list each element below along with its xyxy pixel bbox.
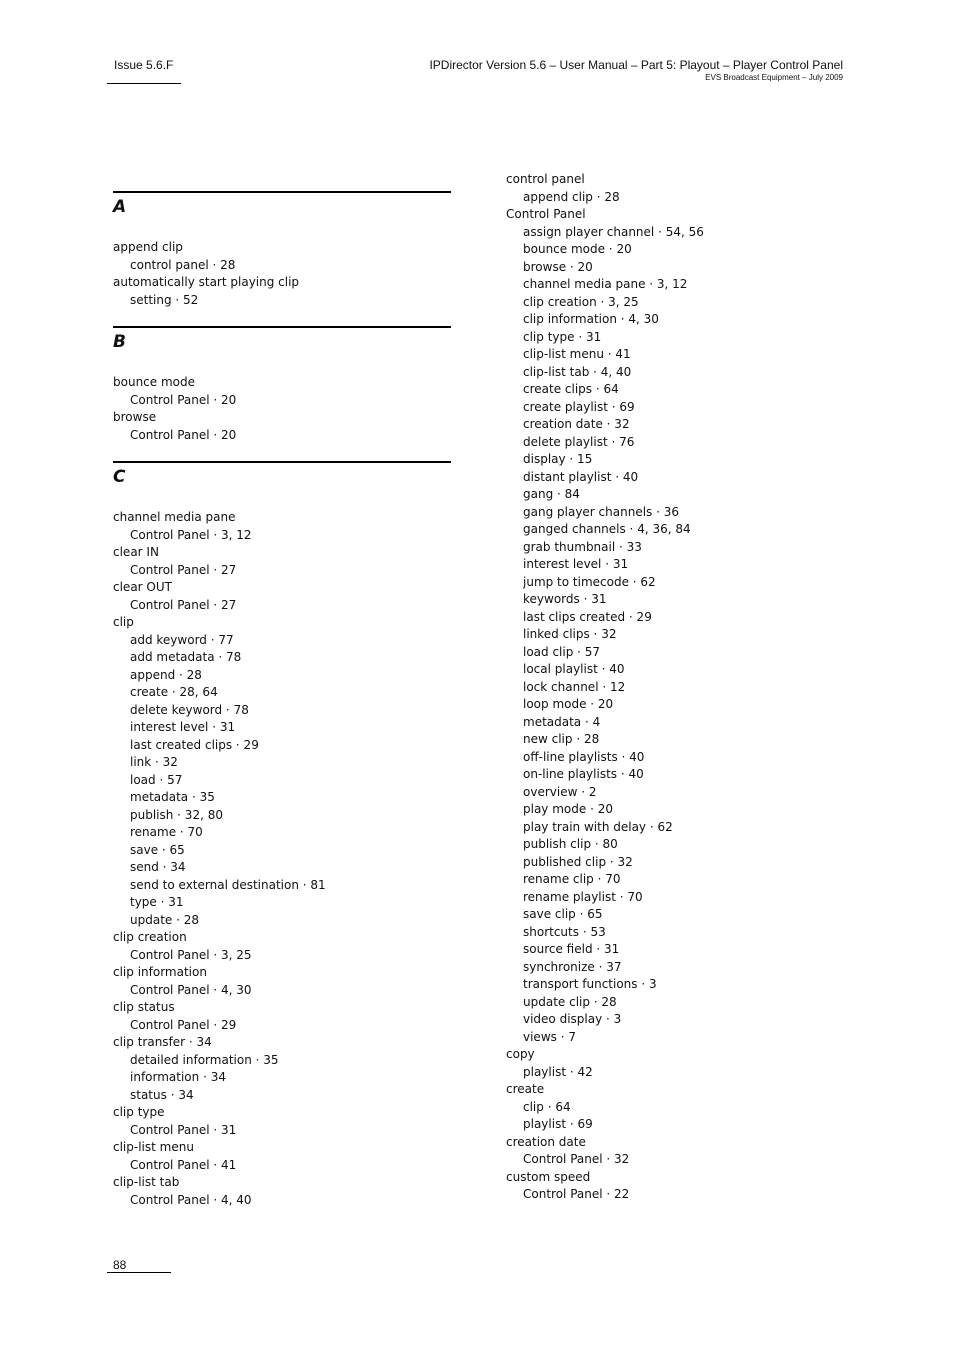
index-subentry: metadata · 35 <box>130 790 215 804</box>
index-term: create <box>506 1082 545 1096</box>
index-subentry: browse · 20 <box>523 259 593 274</box>
index-subentry: append clip · 28 <box>523 189 620 204</box>
index-subentry: Control Panel · 41 <box>130 1157 237 1172</box>
section-letter: C <box>113 467 126 487</box>
index-subentry: status · 34 <box>130 1087 194 1102</box>
index-subentry: overview · 2 <box>523 784 597 799</box>
index-subentry: Control Panel · 3, 12 <box>130 527 252 542</box>
index-subentry: on-line playlists · 40 <box>523 767 644 781</box>
index-subentry: update clip · 28 <box>523 994 617 1009</box>
index-subentry: Control Panel · 27 <box>130 562 237 577</box>
index-subentry: delete keyword · 78 <box>130 702 249 717</box>
index-subentry: add metadata · 78 <box>130 650 242 664</box>
index-subentry: new clip · 28 <box>523 732 600 746</box>
index-subentry: rename playlist · 70 <box>523 889 643 904</box>
index-subentry: setting · 52 <box>130 292 199 307</box>
index-term: clip-list tab <box>113 1175 180 1189</box>
index-subentry: Control Panel · 20 <box>130 427 237 442</box>
index-subentry: source field · 31 <box>523 942 620 956</box>
index-term: append clip <box>113 240 183 254</box>
index-term: clear IN <box>113 545 159 559</box>
section-letter: B <box>113 332 126 352</box>
section-letter: A <box>113 197 127 217</box>
index-subentry: Control Panel · 3, 25 <box>130 947 252 962</box>
index-subentry: lock channel · 12 <box>523 679 626 694</box>
index-subentry: detailed information · 35 <box>130 1052 279 1067</box>
index-subentry: append · 28 <box>130 667 202 682</box>
index-subentry: create playlist · 69 <box>523 399 635 414</box>
index-column-right <box>506 171 846 1204</box>
index-term: channel media pane <box>113 510 236 524</box>
index-term: automatically start playing clip <box>113 275 300 289</box>
index-subentry: views · 7 <box>523 1029 576 1044</box>
index-subentry: clip type · 31 <box>523 329 602 344</box>
index-term: creation date <box>506 1134 586 1149</box>
index-subentry: keywords · 31 <box>523 592 607 606</box>
index-subentry: type · 31 <box>130 895 184 909</box>
index-subentry: play train with delay · 62 <box>523 819 673 834</box>
document-title: IPDirector Version 5.6 – User Manual – Part 5: Playout – Player Control Panel <box>429 58 843 72</box>
index-subentry: distant playlist · 40 <box>523 469 639 484</box>
index-subentry: clip creation · 3, 25 <box>523 294 639 309</box>
index-subentry: shortcuts · 53 <box>523 924 606 939</box>
index-subentry: synchronize · 37 <box>523 959 622 974</box>
document-subtitle: EVS Broadcast Equipment – July 2009 <box>705 73 843 82</box>
index-subentry: Control Panel · 29 <box>130 1017 237 1032</box>
index-subentry: delete playlist · 76 <box>523 434 635 449</box>
index-section <box>113 191 451 309</box>
index-subentry: publish clip · 80 <box>523 837 618 851</box>
index-subentry: published clip · 32 <box>523 854 633 869</box>
index-subentry: display · 15 <box>523 452 593 466</box>
index-subentry: bounce mode · 20 <box>523 242 632 256</box>
index-subentry: load clip · 57 <box>523 644 601 659</box>
index-term: browse <box>113 410 157 424</box>
index-term: clip information <box>113 965 207 979</box>
index-subentry: off-line playlists · 40 <box>523 749 645 764</box>
index-term: bounce mode <box>113 375 195 389</box>
index-subentry: rename · 70 <box>130 825 203 839</box>
index-section <box>113 326 451 444</box>
index-subentry: Control Panel · 22 <box>523 1187 630 1201</box>
index-subentry: update · 28 <box>130 912 199 927</box>
index-column-left <box>113 191 451 1226</box>
index-term: clip <box>113 615 134 629</box>
index-subentry: jump to timecode · 62 <box>523 574 656 589</box>
index-subentry: gang player channels · 36 <box>523 504 679 519</box>
document-header <box>429 58 843 82</box>
index-subentry: loop mode · 20 <box>523 697 614 711</box>
index-term: clip creation <box>113 930 187 944</box>
index-subentry: last clips created · 29 <box>523 609 652 624</box>
index-subentry: add keyword · 77 <box>130 632 234 647</box>
index-term: custom speed <box>506 1169 591 1184</box>
index-subentry: last created clips · 29 <box>130 737 259 752</box>
index-subentry: Control Panel · 20 <box>130 392 237 407</box>
index-subentry: transport functions · 3 <box>523 977 657 991</box>
index-subentry: Control Panel · 4, 30 <box>130 982 252 997</box>
index-subentry: creation date · 32 <box>523 417 630 431</box>
footer-divider <box>107 1272 171 1273</box>
index-subentry: play mode · 20 <box>523 802 613 816</box>
index-subentry: create clips · 64 <box>523 382 619 396</box>
index-subentry: clip information · 4, 30 <box>523 312 659 326</box>
index-subentry: send · 34 <box>130 860 186 874</box>
index-subentry: information · 34 <box>130 1070 226 1084</box>
index-subentry: local playlist · 40 <box>523 662 625 676</box>
index-subentry: interest level · 31 <box>523 557 629 571</box>
index-term: copy <box>506 1047 535 1061</box>
index-subentry: video display · 3 <box>523 1012 622 1026</box>
index-subentry: Control Panel · 32 <box>523 1152 630 1166</box>
index-section <box>113 461 451 1209</box>
index-term: clip-list menu <box>113 1140 194 1154</box>
index-subentry: load · 57 <box>130 772 183 787</box>
issue-label: Issue 5.6.F <box>114 58 174 72</box>
index-subentry: grab thumbnail · 33 <box>523 539 642 554</box>
index-subentry: link · 32 <box>130 755 178 769</box>
index-subentry: channel media pane · 3, 12 <box>523 277 688 291</box>
index-subentry: clip · 64 <box>523 1099 571 1114</box>
index-subentry: save · 65 <box>130 842 185 857</box>
index-subentry: interest level · 31 <box>130 720 236 734</box>
index-subentry: control panel · 28 <box>130 257 236 272</box>
index-subentry: playlist · 42 <box>523 1064 593 1079</box>
index-term: Control Panel <box>506 207 586 221</box>
index-subentry: clip-list tab · 4, 40 <box>523 364 632 379</box>
index-term: clip status <box>113 1000 175 1014</box>
index-subentry: create · 28, 64 <box>130 685 218 699</box>
header-divider <box>107 83 181 84</box>
index-subentry: metadata · 4 <box>523 714 601 729</box>
index-subentry: save clip · 65 <box>523 907 603 921</box>
index-term: clear OUT <box>113 580 172 594</box>
index-term: clip transfer · 34 <box>113 1035 212 1049</box>
index-subentry: linked clips · 32 <box>523 627 617 641</box>
index-subentry: rename clip · 70 <box>523 872 621 886</box>
index-subentry: ganged channels · 4, 36, 84 <box>523 522 691 536</box>
index-subentry: Control Panel · 31 <box>130 1122 237 1137</box>
index-subentry: gang · 84 <box>523 487 580 501</box>
index-subentry: Control Panel · 27 <box>130 597 237 612</box>
index-subentry: assign player channel · 54, 56 <box>523 224 704 239</box>
index-subentry: publish · 32, 80 <box>130 807 223 822</box>
index-subentry: clip-list menu · 41 <box>523 347 631 361</box>
index-subentry: send to external destination · 81 <box>130 877 326 892</box>
index-subentry: playlist · 69 <box>523 1117 593 1131</box>
index-subentry: Control Panel · 4, 40 <box>130 1192 252 1207</box>
index-term: clip type <box>113 1105 165 1119</box>
index-term: control panel <box>506 172 585 186</box>
page-number: 88 <box>113 1258 127 1272</box>
